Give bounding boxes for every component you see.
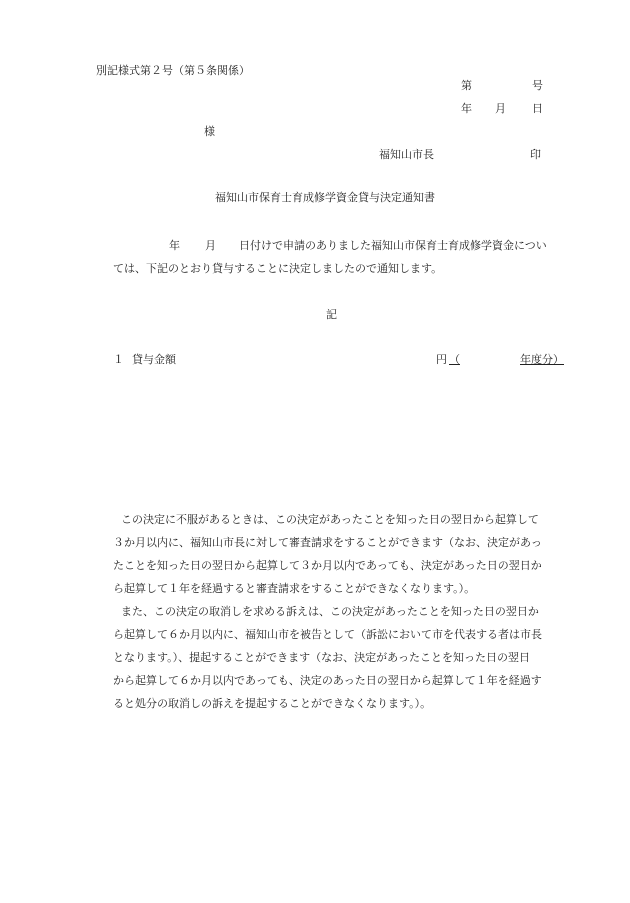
notice-para2-line: ら起算して６か月以内に、福知山市を被告として（訴訟において市を代表する者は市長	[113, 628, 542, 641]
notice-para1-line: この決定に不服があるときは、この決定があったことを知った日の翌日から起算して	[121, 513, 539, 526]
notice-para1-line: ら起算して１年を経過すると審査請求をすることができなくなります。）。	[113, 582, 476, 595]
item1-yen: 円	[436, 353, 447, 366]
seal-mark: 印	[530, 148, 541, 161]
document-title: 福知山市保育士育成修学資金貸与決定通知書	[215, 191, 435, 204]
item1-label: 貸与金額	[132, 353, 176, 366]
item1-fiscal-field	[449, 353, 565, 367]
notice-para1-line: ３か月以内に、福知山市長に対して審査請求をすることができます（なお、決定があっ	[113, 536, 542, 549]
addressee-suffix: 様	[204, 125, 215, 138]
form-label: 別記様式第２号（第５条関係）	[96, 64, 250, 77]
intro-year: 年	[169, 239, 180, 252]
notice-para2-line: ると処分の取消しの訴えを提起することができなくなります。）。	[113, 697, 432, 710]
notice-para1-line: たことを知った日の翌日から起算して３か月以内であっても、決定があった日の翌日か	[113, 559, 542, 572]
item1-fiscal-year: 年度分）	[520, 353, 564, 366]
number-suffix: 号	[532, 79, 543, 92]
notice-para2-line: また、この決定の取消しを求める訴えは、この決定があったことを知った日の翌日か	[121, 605, 539, 618]
issuer-name: 福知山市長	[379, 148, 434, 161]
intro-month: 月	[205, 239, 216, 252]
date-year: 年	[461, 102, 472, 115]
notice-para2-line: から起算して６か月以内であっても、決定のあった日の翌日から起算して１年を経過す	[113, 674, 542, 687]
item1-paren-open: （	[449, 353, 460, 366]
intro-line2: ては、下記のとおり貸与することに決定しましたので通知します。	[113, 262, 443, 275]
number-prefix: 第	[461, 79, 472, 92]
intro-line1: 日付けで申請のありました福知山市保育士育成修学資金につい	[239, 239, 547, 252]
notice-para2-line: となります。）、提起することができます（なお、決定があったことを知った日の翌日	[113, 651, 531, 664]
ki-heading: 記	[326, 308, 337, 321]
item1-number: １	[113, 353, 124, 366]
item1-blank	[460, 353, 520, 367]
date-day: 日	[532, 102, 543, 115]
date-month: 月	[495, 102, 506, 115]
